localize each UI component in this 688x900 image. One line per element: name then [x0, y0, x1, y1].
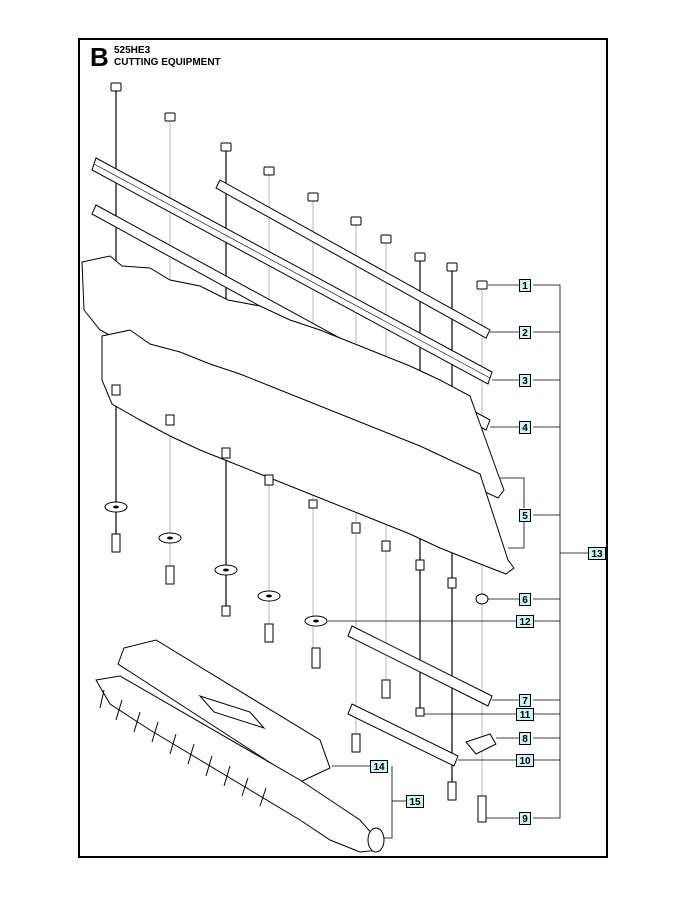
callout-8: 8 [519, 732, 531, 745]
washer-holes [113, 506, 319, 623]
callout-4: 4 [519, 421, 531, 434]
section-letter: B [90, 42, 109, 72]
callout-5: 5 [519, 509, 531, 522]
callout-14: 14 [370, 760, 388, 773]
nuts-top [111, 83, 487, 289]
callout-7: 7 [519, 694, 531, 707]
callout-13: 13 [588, 547, 606, 560]
callout-3: 3 [519, 374, 531, 387]
callout-1: 1 [519, 279, 531, 292]
callout-15: 15 [406, 795, 424, 808]
callout-2: 2 [519, 326, 531, 339]
section-title: CUTTING EQUIPMENT [114, 57, 221, 68]
model-number: 525HE3 [114, 45, 151, 56]
callout-10: 10 [516, 754, 534, 767]
callout-6: 6 [519, 593, 531, 606]
callout-12: 12 [516, 615, 534, 628]
callout-11: 11 [516, 708, 534, 721]
callout-9: 9 [519, 812, 531, 825]
